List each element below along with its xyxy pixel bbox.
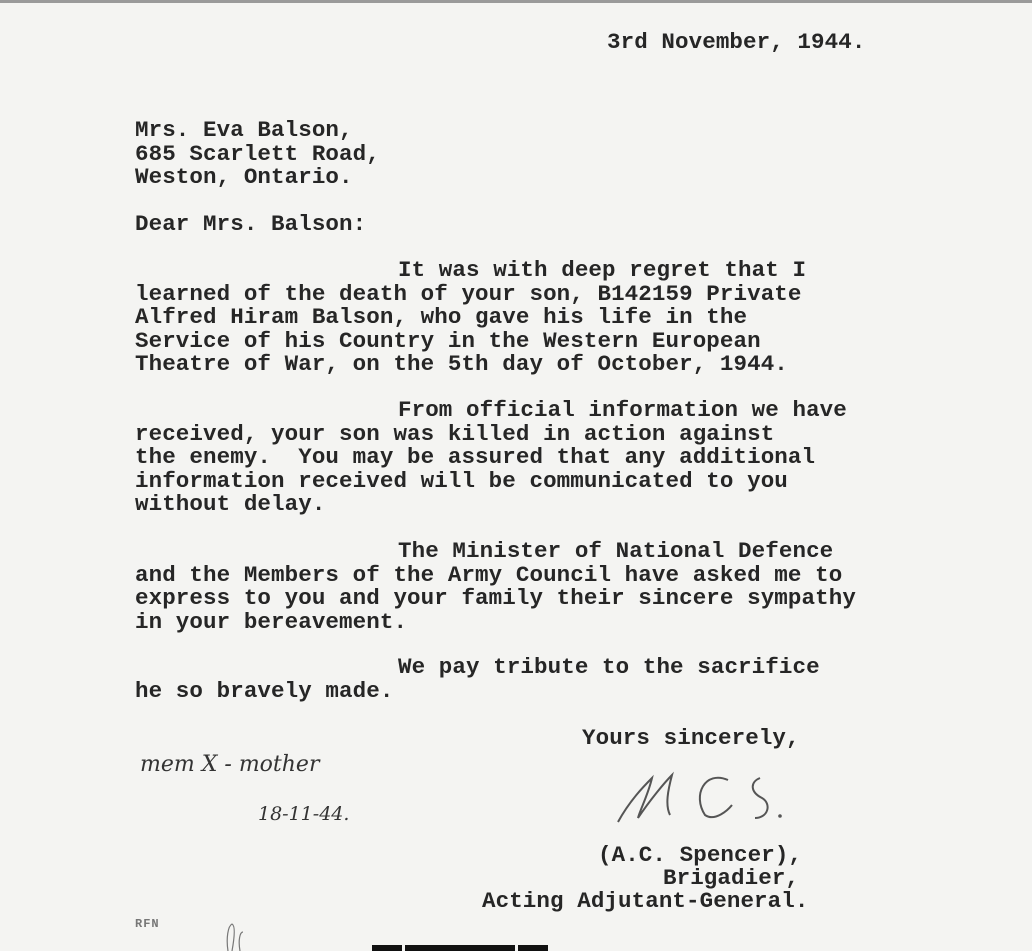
handwritten-date: 18-11-44. [258,803,350,825]
paragraph-line: From official information we have [398,397,847,423]
signer-name: (A.C. Spencer), [598,842,803,868]
typist-initials: RFN [135,917,160,931]
handwritten-mark [222,918,252,951]
address-line: Mrs. Eva Balson, [135,117,353,143]
handwritten-note: mem X - mother [140,752,320,777]
paragraph-line: the enemy. You may be assured that any additional [135,444,816,470]
paragraph-line: Service of his Country in the Western European [135,328,761,354]
letter-date: 3rd November, 1944. [607,29,866,55]
paragraph-line: Alfred Hiram Balson, who gave his life in the [135,304,748,330]
paragraph-line: information received will be communicated to you [135,468,788,494]
address-line: Weston, Ontario. [135,164,353,190]
edge-bar [518,945,548,951]
paragraph-line: We pay tribute to the sacrifice [398,654,820,680]
salutation: Dear Mrs. Balson: [135,211,367,237]
paragraph-line: in your bereavement. [135,609,408,635]
paragraph-line: It was with deep regret that I [398,257,807,283]
paragraph-line: express to you and your family their sincere sympathy [135,585,856,611]
paragraph-line: Theatre of War, on the 5th day of October, 1944. [135,351,788,377]
paragraph-line: and the Members of the Army Council have asked me to [135,562,843,588]
edge-bar [405,945,515,951]
closing: Yours sincerely, [582,725,800,751]
signer-rank: Brigadier, [663,865,800,891]
paragraph-line: received, your son was killed in action against [135,421,775,447]
edge-bar [372,945,402,951]
address-line: 685 Scarlett Road, [135,141,380,167]
signature [610,760,800,830]
paragraph-line: without delay. [135,491,326,517]
signer-title: Acting Adjutant-General. [482,888,809,914]
paragraph-line: The Minister of National Defence [398,538,834,564]
scan-edge [0,0,1032,3]
paragraph-line: learned of the death of your son, B142159 Private [135,281,802,307]
paragraph-line: he so bravely made. [135,678,394,704]
